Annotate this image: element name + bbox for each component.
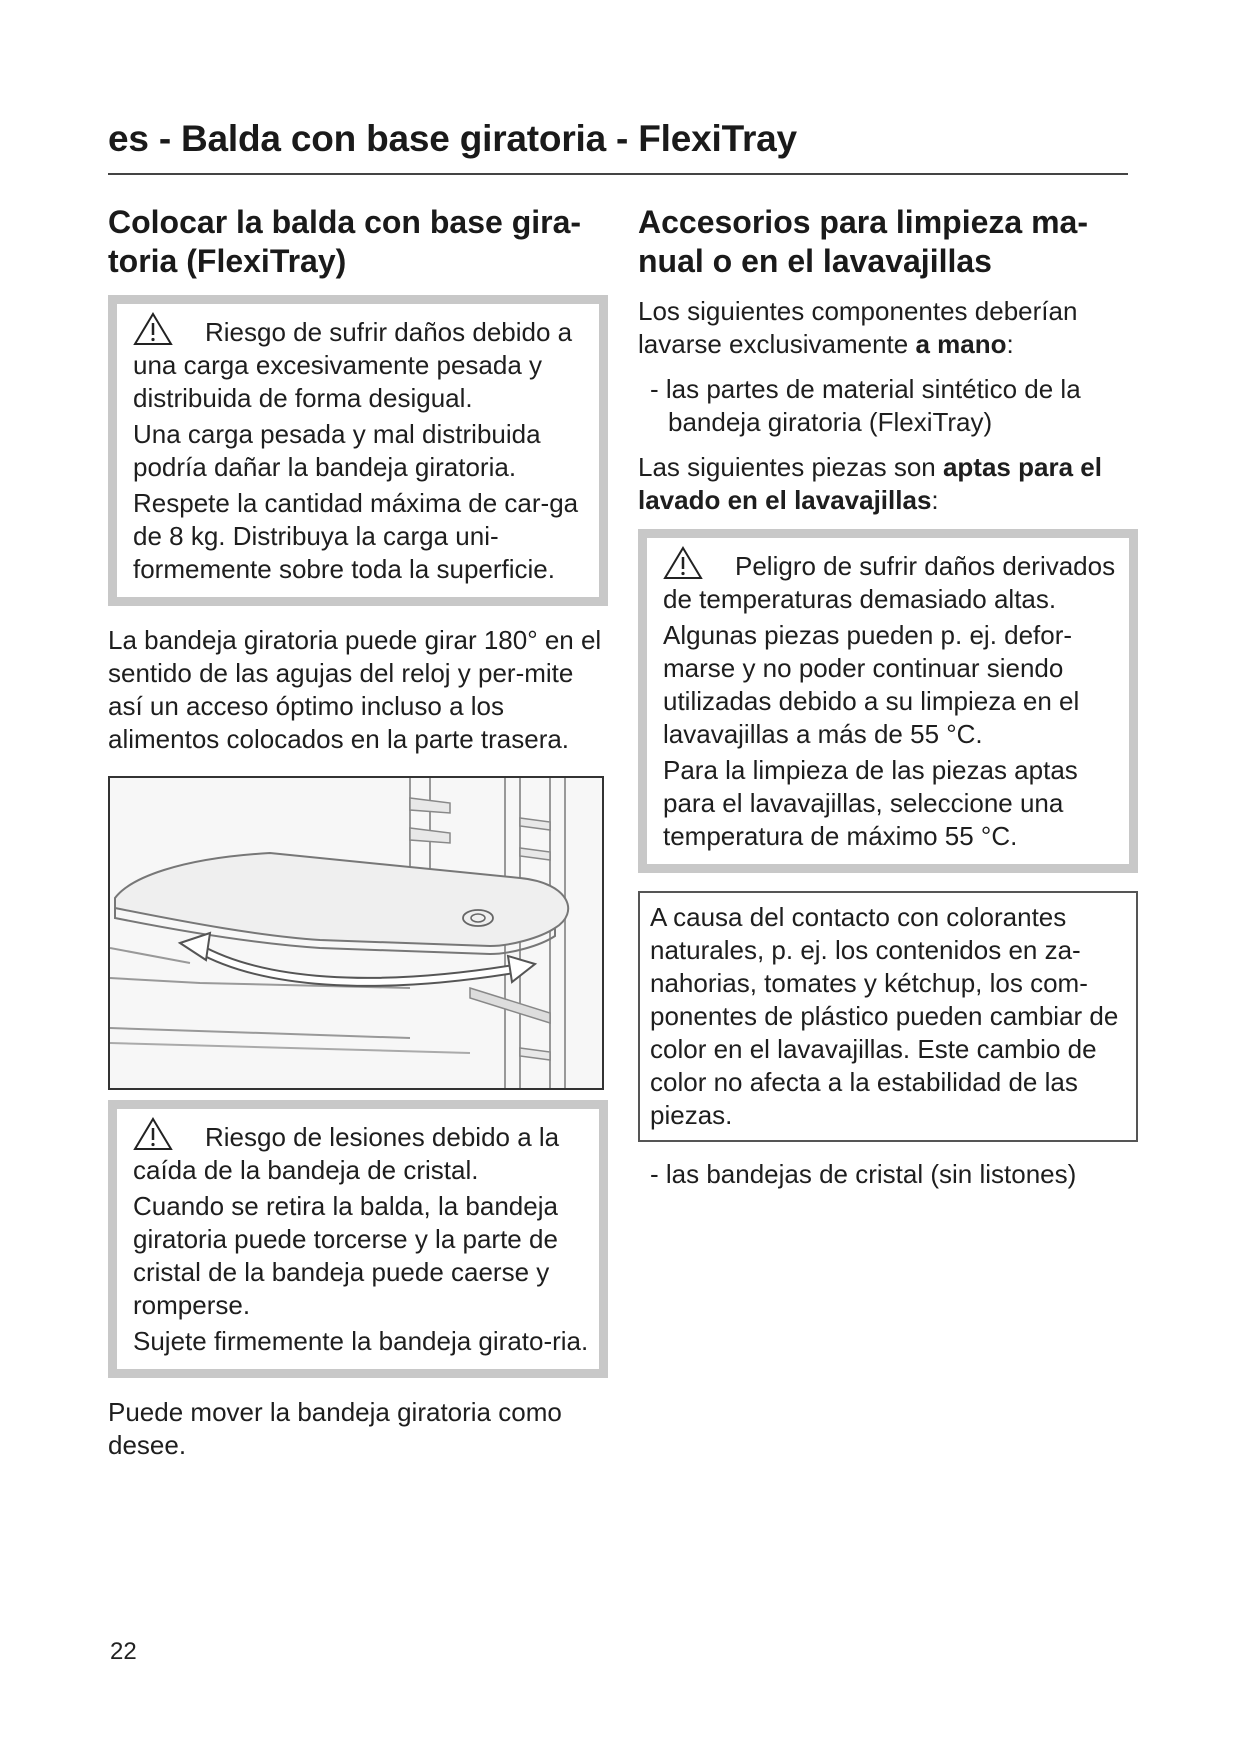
page-number: 22 (110, 1638, 137, 1665)
intro-bold: a mano (915, 329, 1007, 359)
warning-line: Cuando se retira la balda, la bandeja giratoria puede torcerse y la parte de cristal de la bandeja puede caerse y romperse. (133, 1191, 558, 1320)
warning-triangle-icon (663, 546, 703, 580)
warning-box-load (108, 295, 608, 606)
warning-triangle-icon (133, 1117, 173, 1151)
hand-wash-intro (638, 295, 1138, 361)
list-item: - las partes de material sintético de la bandeja giratoria (FlexiTray) (650, 374, 1081, 437)
intro-suffix: : (1006, 329, 1014, 359)
warning-line: Sujete firmemente la bandeja girato-ria. (133, 1326, 589, 1356)
warning-line: Una carga pesada y mal distribuida podría dañar la bandeja giratoria. (133, 419, 541, 482)
warning-line (133, 1117, 589, 1187)
warning-line (663, 546, 1119, 616)
page-title: es - Balda con base giratoria - FlexiTray (108, 118, 797, 159)
list-item: - las bandejas de cristal (sin listones) (650, 1159, 1077, 1189)
right-column (638, 203, 1138, 1203)
dishwasher-intro (638, 451, 1138, 517)
note-box-discoloration (638, 891, 1138, 1142)
warning-title: Riesgo de lesiones debido a la caída de la bandeja de cristal. (133, 1122, 560, 1185)
warning-line: Para la limpieza de las piezas aptas para el lavavajillas, seleccione una temperatura de máximo 55 °C. (663, 755, 1078, 851)
warning-line: Algunas piezas pueden p. ej. defor-marse y no poder continuar siendo utilizadas debido a su limpieza en el lavavajillas a más de 55 °C. (663, 620, 1080, 749)
warning-box-temperature (638, 529, 1138, 873)
warning-title: Riesgo de sufrir daños debido a una carga excesivamente pesada y distribuida de forma desigual. (133, 317, 573, 413)
flexitray-illustration (108, 776, 604, 1090)
warning-title: Peligro de sufrir daños derivados de temperaturas demasiado altas. (663, 551, 1116, 614)
tray-drawing (110, 778, 602, 1088)
intro-text: Las siguientes piezas son (638, 452, 943, 482)
rotation-paragraph: La bandeja giratoria puede girar 180° en el sentido de las agujas del reloj y per-mite así un acceso óptimo incluso a los alimentos colocados en la parte trasera. (108, 625, 602, 754)
intro-text: Los siguientes componentes deberían lavarse exclusivamente (638, 296, 1078, 359)
intro-suffix: : (931, 485, 939, 515)
warning-line (133, 312, 589, 415)
closing-paragraph: Puede mover la bandeja giratoria como desee. (108, 1397, 562, 1460)
intro-bold: aptas para el lavado en el lavavajillas (638, 452, 1102, 515)
note-text: A causa del contacto con colorantes naturales, p. ej. los contenidos en za-nahorias, tomates y kétchup, los com-ponentes de plástico pueden cambiar de color en el lavavajillas. Este cambio de color no afecta a la estabilidad de las piezas. (650, 902, 1119, 1130)
title-divider (108, 173, 1128, 175)
section-heading-placing: Colocar la balda con base gira-toria (FlexiTray) (108, 204, 582, 279)
warning-box-injury (108, 1100, 608, 1378)
warning-line: Respete la cantidad máxima de car-ga de 8 kg. Distribuya la carga uni-formemente sobre toda la superficie. (133, 488, 579, 584)
section-heading-cleaning: Accesorios para limpieza ma-nual o en el lavavajillas (638, 204, 1088, 279)
warning-triangle-icon (133, 312, 173, 346)
left-column (108, 203, 608, 1474)
